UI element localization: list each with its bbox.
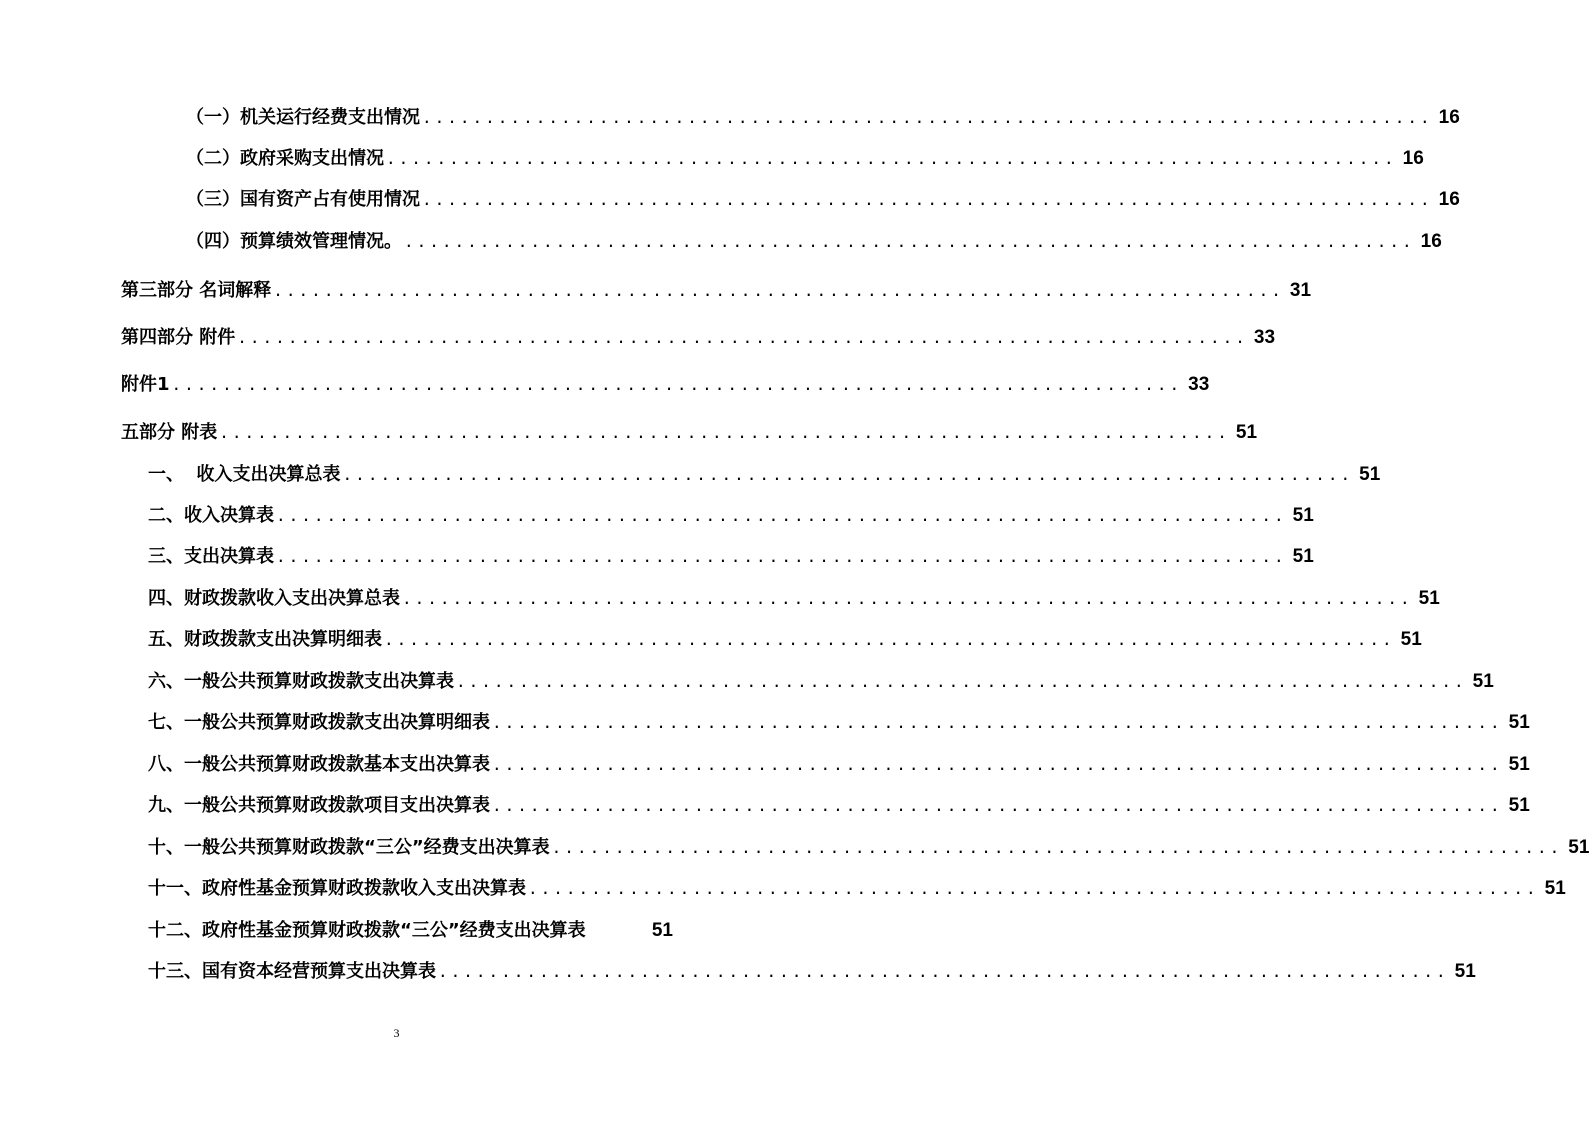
toc-leader-dots: ................................................................................ <box>276 506 1287 525</box>
toc-entry-title: 六、一般公共预算财政拨款支出决算表 <box>148 671 454 692</box>
toc-entry-page: 51 <box>1472 671 1494 692</box>
toc-entry[interactable] <box>121 277 1312 305</box>
toc-entry-page: 16 <box>1420 231 1442 252</box>
toc-entry-page: 33 <box>1188 374 1210 395</box>
toc-leader-dots: ................................................................................ <box>404 232 1415 251</box>
toc-leader-dots: ................................................................................ <box>492 755 1503 774</box>
toc-entry-page: 51 <box>1544 878 1566 899</box>
toc-leader-dots: ................................................................................ <box>528 879 1539 898</box>
toc-leader-dots: ................................................................................ <box>492 713 1503 732</box>
toc-entry-page: 51 <box>1292 505 1314 526</box>
toc-entry-page: 33 <box>1253 327 1276 348</box>
toc-leader-dots: ................................................................................ <box>402 589 1413 608</box>
page-number: 3 <box>393 1026 400 1040</box>
toc-entry[interactable] <box>121 371 1210 399</box>
toc-entry[interactable] <box>121 419 1258 447</box>
toc-entry-page: 51 <box>1568 837 1589 858</box>
toc-entry[interactable] <box>186 228 1442 256</box>
toc-leader-dots: ................................................................................ <box>171 375 1183 394</box>
toc-entry-page: 51 <box>1400 629 1422 650</box>
toc-entry-page: 16 <box>1402 148 1424 169</box>
toc-entry-title: 附件1 <box>121 374 170 395</box>
toc-entry-title: 五、财政拨款支出决算明细表 <box>148 629 382 650</box>
toc-leader-dots: ................................................................................ <box>273 281 1284 300</box>
toc-entry[interactable] <box>148 834 1589 862</box>
toc-entry-title: 二、收入决算表 <box>148 505 274 526</box>
toc-leader-dots: ................................................................................ <box>276 547 1287 566</box>
toc-entry-title: 五部分 附表 <box>121 422 218 443</box>
toc-entry[interactable] <box>148 917 673 945</box>
toc-entry-page: 51 <box>1235 422 1258 443</box>
toc-entry[interactable] <box>121 324 1276 352</box>
toc-entry-title: （三）国有资产占有使用情况 <box>186 189 420 210</box>
toc-entry[interactable] <box>148 543 1314 571</box>
toc-entry-page: 51 <box>1508 795 1530 816</box>
toc-entry-title: 十、一般公共预算财政拨款“三公”经费支出决算表 <box>148 837 550 858</box>
toc-entry[interactable] <box>148 958 1476 986</box>
toc-entry-title: 四、财政拨款收入支出决算总表 <box>148 588 400 609</box>
toc-leader-dots: ................................................................................ <box>422 190 1433 209</box>
toc-entry-title: 第三部分 名词解释 <box>121 280 272 301</box>
toc-entry[interactable] <box>148 751 1530 779</box>
toc-entry-page: 51 <box>1508 712 1530 733</box>
toc-leader-dots: ................................................................................ <box>456 672 1467 691</box>
toc-entry-title: 一、 收入支出决算总表 <box>148 464 341 485</box>
toc-entry-title: 十二、政府性基金预算财政拨款“三公”经费支出决算表 <box>148 920 586 941</box>
toc-entry[interactable] <box>148 709 1530 737</box>
toc-leader-dots: ................................................................................ <box>492 796 1503 815</box>
toc-entry[interactable] <box>148 792 1530 820</box>
toc-entry-page: 51 <box>1508 754 1530 775</box>
toc-entry-page: 51 <box>1454 961 1476 982</box>
toc-entry-title: 七、一般公共预算财政拨款支出决算明细表 <box>148 712 490 733</box>
toc-leader-dots: ................................................................................ <box>384 630 1395 649</box>
toc-entry[interactable] <box>186 145 1424 173</box>
toc-entry-title: 十三、国有资本经营预算支出决算表 <box>148 961 436 982</box>
toc-entry[interactable] <box>186 104 1460 132</box>
toc-entry-title: （一）机关运行经费支出情况 <box>186 107 420 128</box>
toc-entry-page: 31 <box>1289 280 1312 301</box>
toc-entry-page: 51 <box>1292 546 1314 567</box>
toc-leader-dots: ................................................................................ <box>386 149 1397 168</box>
toc-leader-dots: ................................................................................ <box>551 838 1563 857</box>
toc-entry-title: （四）预算绩效管理情况。 <box>186 231 402 252</box>
toc-leader-dots: ................................................................................ <box>237 328 1248 347</box>
toc-leader-dots: ................................................................................ <box>219 423 1230 442</box>
toc-leader-dots: ................................................................................ <box>438 962 1449 981</box>
toc-leader-dots: ................................................................................ <box>422 108 1433 127</box>
toc-entry[interactable] <box>148 461 1381 489</box>
toc-entry-title: 第四部分 附件 <box>121 327 236 348</box>
toc-entry-page: 16 <box>1438 107 1460 128</box>
toc-entry-title: 三、支出决算表 <box>148 546 274 567</box>
toc-entry-page: 51 <box>1418 588 1440 609</box>
toc-entry-page: 51 <box>651 920 673 941</box>
toc-entry-page: 16 <box>1438 189 1460 210</box>
toc-leader-dots: ................................................................................ <box>342 465 1354 484</box>
toc-entry[interactable] <box>186 186 1460 214</box>
toc-entry-title: 九、一般公共预算财政拨款项目支出决算表 <box>148 795 490 816</box>
toc-entry-title: 八、一般公共预算财政拨款基本支出决算表 <box>148 754 490 775</box>
toc-entry-page: 51 <box>1359 464 1381 485</box>
toc-entry-title: （二）政府采购支出情况 <box>186 148 384 169</box>
toc-entry[interactable] <box>148 668 1494 696</box>
toc-entry[interactable] <box>148 502 1314 530</box>
toc-entry-title: 十一、政府性基金预算财政拨款收入支出决算表 <box>148 878 526 899</box>
toc-entry[interactable] <box>148 626 1422 654</box>
toc-entry[interactable] <box>148 875 1566 903</box>
toc-entry[interactable] <box>148 585 1440 613</box>
